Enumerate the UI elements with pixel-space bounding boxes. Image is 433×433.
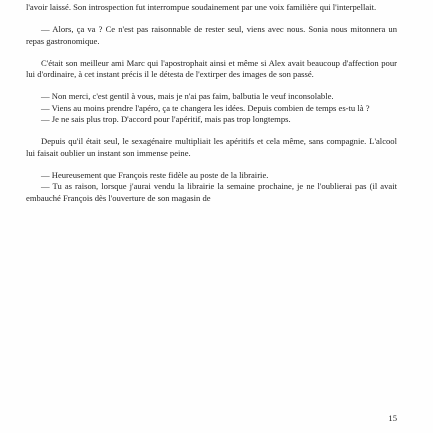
paragraph: — Heureusement que François reste fidèle au poste de la librairie. xyxy=(41,169,269,180)
paragraph: C'était son meilleur ami Marc qui l'apostrophait ainsi et même si Alex avait beaucoup d'affection pour lui d'ordinaire, à cet instant précis il le détesta de l'extirper des images de son passé. xyxy=(26,57,397,80)
paragraph: — Je ne sais plus trop. D'accord pour l'apéritif, mais pas trop longtemps. xyxy=(41,114,291,125)
paragraph: — Tu as raison, lorsque j'aurai vendu la librairie la semaine prochaine, je ne l'oublierai pas (il avait embauché François dès l'ouverture de son magasin de xyxy=(26,181,397,203)
paragraph: — Non merci, c'est gentil à vous, mais je n'ai pas faim, balbutia le veuf inconsolable. xyxy=(41,91,334,102)
paragraph: l'avoir laissé. Son introspection fut interrompue soudainement par une voix familière qui l'interpellait. xyxy=(26,2,377,12)
paragraph-gap xyxy=(26,125,397,136)
page-number: 15 xyxy=(388,413,397,423)
page-text-column xyxy=(26,2,397,204)
paragraph-gap xyxy=(26,47,397,58)
paragraph: — Alors, ça va ? Ce n'est pas raisonnable de rester seul, viens avec nous. Sonia nous mitonnera un repas gastronomique. xyxy=(26,24,397,46)
paragraph: Depuis qu'il était seul, le sexagénaire multipliait les apéritifs et cela même, sans compagnie. L'alcool lui faisait oublier un instant son immense peine. xyxy=(26,136,397,158)
paragraph-gap xyxy=(26,159,397,170)
paragraph-gap xyxy=(26,80,397,91)
paragraph: — Viens au moins prendre l'apéro, ça te changera les idées. Depuis combien de temps es-tu là ? xyxy=(41,102,370,113)
paragraph-gap xyxy=(26,13,397,24)
